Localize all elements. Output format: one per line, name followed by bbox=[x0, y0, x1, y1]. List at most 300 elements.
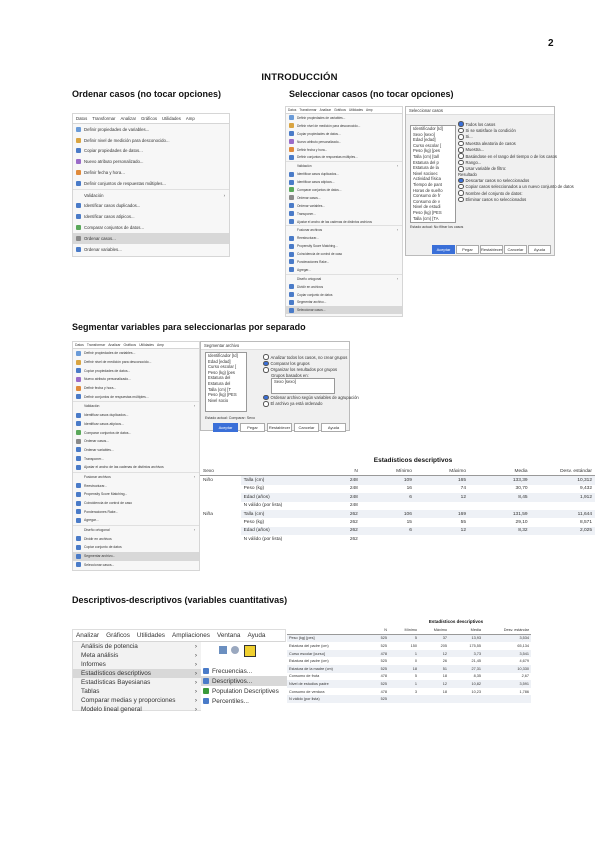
menu-item-label: Copiar propiedades de datos... bbox=[297, 131, 341, 136]
radio-label: Copiar casos seleccionados a un nuevo conjunto de datos bbox=[465, 184, 574, 190]
menu-item-icon bbox=[289, 300, 294, 305]
table-cell: 65,134 bbox=[483, 642, 531, 650]
variable-item[interactable]: Estatura de la bbox=[413, 165, 439, 171]
variable-item[interactable]: Identificador [Id] bbox=[413, 126, 443, 131]
table-row bbox=[200, 510, 595, 518]
menubar-item[interactable]: Utilidades bbox=[136, 632, 165, 639]
menu-item-label: Comparar conjuntos de datos... bbox=[84, 430, 132, 435]
menubar-item[interactable]: Transformar bbox=[299, 108, 317, 112]
dialog-title: Seleccionar casos bbox=[406, 107, 554, 115]
menubar-item[interactable]: Datos bbox=[75, 343, 84, 347]
menu-item[interactable] bbox=[286, 291, 402, 299]
menu-item-icon bbox=[76, 377, 81, 382]
variable-item[interactable]: Edad [edad] bbox=[208, 358, 231, 364]
table-cell: 12 bbox=[419, 650, 449, 658]
menu-item-label: Ordenar variables... bbox=[84, 246, 122, 252]
menu-item[interactable] bbox=[286, 242, 402, 250]
menu-item[interactable] bbox=[73, 454, 199, 463]
menu-item[interactable] bbox=[73, 135, 229, 146]
dialog-button[interactable]: Cancelar bbox=[294, 423, 319, 432]
table-cell bbox=[200, 502, 241, 510]
submenu-item[interactable] bbox=[201, 666, 287, 676]
menu-item-label: Estadísticas Bayesianas bbox=[81, 679, 151, 686]
radio-label: El archivo ya está ordenado bbox=[270, 401, 323, 407]
table-header-cell: N bbox=[307, 467, 361, 476]
dialog-button[interactable]: Ayuda bbox=[528, 245, 551, 254]
chevron-right-icon: › bbox=[223, 192, 225, 198]
menu-item-icon bbox=[289, 236, 294, 241]
menu-item-icon bbox=[289, 139, 294, 144]
select-options bbox=[458, 121, 574, 203]
menu-item[interactable] bbox=[73, 543, 199, 552]
radio-label: Descartar casos no seleccionados bbox=[465, 177, 530, 183]
menu-item-icon bbox=[76, 148, 81, 153]
chevron-right-icon: › bbox=[194, 652, 197, 659]
table-cell bbox=[469, 535, 531, 543]
menu-item-label: Ponderaciones Rake... bbox=[84, 509, 119, 514]
table-cell bbox=[361, 535, 415, 543]
variable-item[interactable]: Peso (kg) [PES bbox=[208, 392, 237, 398]
table-cell: 30,70 bbox=[469, 485, 531, 493]
menu-item-icon bbox=[289, 123, 294, 128]
dialog-button[interactable]: Cancelar bbox=[504, 245, 527, 254]
radio-icon bbox=[458, 153, 464, 159]
table-header-cell: Máximo bbox=[419, 626, 449, 634]
variable-item[interactable]: Identificador [Id] bbox=[208, 353, 238, 358]
chevron-right-icon: › bbox=[194, 643, 197, 650]
menu-item-label: Definir nivel de medición para desconocido... bbox=[84, 360, 152, 365]
menubar-item[interactable]: Gráficos bbox=[106, 632, 130, 639]
radio-icon bbox=[458, 178, 464, 184]
menu-item[interactable] bbox=[286, 266, 402, 274]
table-cell: 0 bbox=[389, 657, 419, 665]
menu-item[interactable] bbox=[286, 161, 402, 170]
menu-item[interactable] bbox=[73, 516, 199, 525]
menu-item-icon bbox=[76, 138, 81, 143]
variable-item[interactable]: Curso escolar [ bbox=[413, 142, 442, 148]
variable-item[interactable]: Peso (kg) [PES bbox=[413, 209, 442, 215]
table-cell: 5 bbox=[389, 634, 419, 642]
menu-item-label: Fusionar archivos bbox=[297, 228, 323, 233]
menu-item[interactable] bbox=[286, 178, 402, 186]
table-cell bbox=[531, 502, 595, 510]
menu-item-label: Definir conjuntos de respuestas múltiples... bbox=[84, 180, 166, 186]
menu-item[interactable] bbox=[73, 472, 199, 482]
menu-item-label: Definir nivel de medición para desconocido... bbox=[84, 137, 170, 143]
menu-item[interactable] bbox=[73, 349, 199, 358]
table-header-cell: Media bbox=[469, 467, 531, 476]
variable-item[interactable]: Sexo [sexo] bbox=[413, 131, 435, 137]
menu-item-label: Análisis de potencia bbox=[81, 643, 138, 650]
menu-item[interactable] bbox=[286, 170, 402, 178]
variable-item[interactable]: Consumo de fr bbox=[413, 193, 441, 199]
menubar-item[interactable]: Ampliaciones bbox=[171, 632, 210, 639]
menu-item[interactable] bbox=[286, 122, 402, 130]
menu-item[interactable] bbox=[73, 124, 229, 135]
menubar bbox=[73, 630, 285, 642]
menu-item[interactable] bbox=[73, 211, 229, 222]
radio-label: Muestra aleatoria de casos bbox=[465, 140, 516, 146]
split-file-dialog bbox=[200, 341, 359, 431]
menubar bbox=[73, 342, 199, 349]
radio-icon bbox=[458, 197, 464, 203]
table-header-cell: Mínimo bbox=[361, 467, 415, 476]
table-row bbox=[287, 665, 531, 673]
menu-item-label: Copiar conjunto de datos bbox=[84, 545, 122, 550]
menubar-item[interactable]: Utilidades bbox=[139, 343, 154, 347]
menubar-item[interactable]: Analizar bbox=[120, 116, 137, 121]
menu-item[interactable] bbox=[73, 156, 229, 167]
menu-item[interactable] bbox=[286, 234, 402, 242]
menu-item-label: Informes bbox=[81, 661, 106, 668]
menu-item[interactable] bbox=[73, 534, 199, 543]
table-cell: 16 bbox=[361, 485, 415, 493]
groups-list[interactable]: Sexo [sexo] bbox=[271, 378, 335, 394]
menu-item-icon bbox=[76, 456, 81, 461]
menu-item-icon bbox=[289, 211, 294, 216]
table-row bbox=[287, 688, 531, 696]
menu-item[interactable] bbox=[286, 250, 402, 258]
menu-item[interactable] bbox=[73, 437, 199, 446]
data-menu-seleccionar bbox=[285, 106, 403, 317]
radio-option[interactable] bbox=[458, 153, 557, 159]
dialog-button[interactable]: Pegar bbox=[456, 245, 479, 254]
menu-item-label: Definir conjuntos de respuestas múltiples... bbox=[297, 155, 358, 160]
menu-item[interactable] bbox=[286, 138, 402, 146]
table-header-cell: Sexo bbox=[200, 467, 241, 476]
table-header-cell bbox=[287, 626, 361, 634]
submenu-item-label: Population Descriptives bbox=[212, 687, 279, 695]
menu-item-icon bbox=[76, 181, 81, 186]
menu-item[interactable] bbox=[73, 561, 199, 570]
menu-item-label: Comparar conjuntos de datos... bbox=[84, 225, 144, 231]
menu-item[interactable] bbox=[73, 660, 201, 669]
menu-item[interactable] bbox=[73, 499, 199, 508]
table-cell: Peso (kg) bbox=[241, 485, 308, 493]
menu-item[interactable] bbox=[73, 392, 199, 401]
menu-item[interactable] bbox=[73, 687, 201, 696]
table-cell: Niño bbox=[203, 478, 213, 484]
table-cell: 478 bbox=[361, 688, 389, 696]
menu-item-label: Comparar conjuntos de datos... bbox=[297, 187, 342, 192]
radio-label: Si se satisface la condición bbox=[465, 128, 516, 134]
table-cell: 525 bbox=[361, 695, 389, 703]
table-header-cell bbox=[241, 467, 308, 476]
menu-item-icon bbox=[76, 554, 81, 559]
menu-item-icon bbox=[76, 225, 81, 230]
table-cell: 478 bbox=[361, 673, 389, 681]
table-cell: N válido (por lista) bbox=[241, 535, 308, 543]
table-cell: 175,55 bbox=[449, 642, 483, 650]
menu-item[interactable] bbox=[286, 298, 402, 306]
menubar-item[interactable]: Amp bbox=[185, 116, 195, 121]
menu-item-label: Ordenar casos... bbox=[84, 235, 116, 241]
radio-icon bbox=[458, 147, 464, 153]
menubar-item[interactable]: Utilidades bbox=[348, 108, 363, 112]
variable-item[interactable]: Edad [edad] bbox=[413, 137, 436, 143]
menu-item-icon bbox=[289, 284, 294, 289]
menu-item[interactable] bbox=[286, 194, 402, 202]
menu-item[interactable] bbox=[73, 525, 199, 535]
radio-option[interactable] bbox=[263, 401, 349, 407]
table-cell: Edad (años) bbox=[241, 527, 308, 535]
variable-item[interactable]: Talla (cm) [T bbox=[208, 386, 232, 392]
menubar-item[interactable]: Gráficos bbox=[334, 108, 346, 112]
variable-item[interactable]: Estatura del bbox=[208, 380, 231, 386]
submenu-item-icon bbox=[203, 698, 209, 704]
select-status: Estado actual: No filtrar los casos bbox=[410, 225, 464, 229]
toolbar-area bbox=[201, 642, 287, 712]
split-status: Estado actual: Comparar: Sexo bbox=[205, 416, 255, 420]
menu-item[interactable] bbox=[73, 696, 201, 705]
menu-item[interactable] bbox=[286, 153, 402, 161]
submenu-item[interactable] bbox=[201, 686, 287, 696]
plus-icon[interactable] bbox=[244, 645, 256, 657]
table-row bbox=[200, 476, 595, 485]
table-cell: 18 bbox=[419, 673, 449, 681]
submenu-item-label: Descriptivos... bbox=[212, 677, 253, 685]
table-cell: 262 bbox=[307, 535, 361, 543]
menu-item[interactable] bbox=[73, 178, 229, 189]
menu-item[interactable] bbox=[73, 552, 199, 561]
table-cell: 150 bbox=[389, 642, 419, 650]
menubar-item[interactable]: Ventana bbox=[216, 632, 241, 639]
radio-label: Usar variable de filtro: bbox=[465, 166, 507, 172]
dialog-title: Segmentar archivo bbox=[201, 342, 349, 350]
menu-item[interactable] bbox=[286, 218, 402, 226]
menubar-item[interactable]: Gráficos bbox=[123, 343, 137, 347]
dialog-button[interactable]: Aceptar bbox=[213, 423, 238, 432]
menu-item[interactable] bbox=[73, 463, 199, 472]
radio-option[interactable] bbox=[458, 184, 574, 190]
menu-item[interactable] bbox=[73, 233, 229, 244]
table-cell: 13,93 bbox=[449, 634, 483, 642]
radio-icon bbox=[263, 361, 269, 367]
circle-icon bbox=[231, 646, 239, 654]
variable-item[interactable]: Tiempo de pant bbox=[413, 181, 442, 187]
menu-item[interactable] bbox=[286, 202, 402, 210]
menu-item[interactable] bbox=[73, 201, 229, 212]
menu-item-icon bbox=[289, 308, 294, 313]
variable-item[interactable]: Nivel socio bbox=[208, 397, 229, 403]
variable-item[interactable]: Talla (cm) [TA bbox=[413, 215, 439, 221]
dialog-button[interactable]: Ayuda bbox=[321, 423, 346, 432]
menu-item-label: Coincidencia de control de caso bbox=[297, 252, 343, 257]
variable-item[interactable]: Nivel de estudi bbox=[413, 204, 441, 210]
table-cell bbox=[449, 695, 483, 703]
submenu-item[interactable] bbox=[201, 696, 287, 706]
table-cell: 55 bbox=[415, 518, 469, 526]
radio-option[interactable] bbox=[458, 196, 553, 202]
submenu-item-label: Percentiles... bbox=[212, 697, 249, 705]
table-cell: 12 bbox=[415, 527, 469, 535]
menu-item-icon bbox=[289, 203, 294, 208]
table-cell: 2,67 bbox=[483, 673, 531, 681]
menu-item[interactable] bbox=[73, 420, 199, 429]
table-header-cell: Desv. estándar bbox=[483, 626, 531, 634]
table-cell: 525 bbox=[361, 680, 389, 688]
table-cell: 10,330 bbox=[483, 665, 531, 673]
menu-item[interactable] bbox=[286, 306, 402, 314]
menu-item[interactable] bbox=[73, 481, 199, 490]
table-cell: 12 bbox=[415, 493, 469, 501]
menu-item-label: Tablas bbox=[81, 688, 100, 695]
table-row bbox=[287, 642, 531, 650]
menubar-item[interactable]: Analizar bbox=[319, 108, 332, 112]
table-cell: 18 bbox=[389, 665, 419, 673]
variable-item[interactable]: Actividad física bbox=[413, 176, 441, 182]
variable-list[interactable] bbox=[410, 125, 456, 223]
table-row bbox=[200, 493, 595, 501]
heading-descriptivos: Descriptivos-descriptivos (variables cuantitativas) bbox=[72, 595, 288, 605]
analyze-menu bbox=[72, 629, 286, 711]
table-cell: 8,45 bbox=[469, 493, 531, 501]
table-cell bbox=[415, 502, 469, 510]
dialog-button[interactable]: Restablecer bbox=[268, 425, 291, 430]
menubar-item[interactable]: Analizar bbox=[76, 632, 100, 639]
menu-item[interactable] bbox=[286, 283, 402, 291]
table-cell: 27,31 bbox=[449, 665, 483, 673]
menubar-item[interactable]: Amp bbox=[156, 343, 164, 347]
menu-item-icon bbox=[289, 244, 294, 249]
radio-option[interactable] bbox=[263, 354, 349, 360]
variable-item[interactable]: Peso (kg) [pes bbox=[208, 369, 235, 375]
menu-item-icon bbox=[289, 252, 294, 257]
menubar bbox=[286, 107, 402, 114]
menu-item[interactable] bbox=[286, 186, 402, 194]
submenu-item-icon bbox=[203, 688, 209, 694]
variable-list[interactable] bbox=[205, 352, 247, 412]
dialog-button[interactable]: Restablecer bbox=[481, 247, 503, 252]
menu-item-label: Definir nivel de medición para desconocido... bbox=[297, 123, 361, 128]
menubar-item[interactable]: Analizar bbox=[108, 343, 121, 347]
table-cell: 248 bbox=[307, 476, 361, 485]
submenu-item[interactable] bbox=[201, 676, 287, 686]
variable-item[interactable]: Estatura del bbox=[208, 375, 231, 381]
menu-item[interactable] bbox=[73, 384, 199, 393]
table-cell: 1,786 bbox=[483, 688, 531, 696]
menu-item[interactable] bbox=[73, 375, 199, 384]
menu-item[interactable] bbox=[73, 411, 199, 420]
table-cell: 12 bbox=[419, 680, 449, 688]
menu-item[interactable] bbox=[73, 507, 199, 516]
table-header-row bbox=[200, 467, 595, 476]
table-cell: Estatura del padre (cm) bbox=[287, 642, 361, 650]
table-cell: 21,45 bbox=[449, 657, 483, 665]
dialog-button[interactable]: Pegar bbox=[240, 423, 265, 432]
menu-item[interactable] bbox=[73, 705, 201, 714]
table-cell: 478 bbox=[361, 650, 389, 658]
data-menu-segmentar bbox=[72, 341, 200, 571]
menu-item-label: Ajustar el ancho de las cadenas de distintos archivos bbox=[297, 219, 372, 224]
menubar-item[interactable]: Datos bbox=[76, 116, 88, 121]
radio-label: Eliminar casos no seleccionados bbox=[465, 196, 527, 202]
variable-item[interactable]: Consumo de v bbox=[413, 198, 440, 204]
menu-item[interactable] bbox=[73, 678, 201, 687]
menu-item[interactable] bbox=[286, 114, 402, 122]
menu-item[interactable] bbox=[73, 642, 201, 651]
menubar-item[interactable]: Transformar bbox=[86, 343, 106, 347]
stats-table2-title: Estadísticos descriptivos bbox=[428, 619, 484, 624]
menu-item[interactable] bbox=[73, 446, 199, 455]
menu-item[interactable] bbox=[73, 244, 229, 255]
menu-item[interactable] bbox=[73, 401, 199, 411]
menu-item-icon bbox=[76, 536, 81, 541]
stats-table-section bbox=[200, 457, 595, 544]
menubar-item[interactable]: Utilidades bbox=[162, 116, 181, 121]
menu-item[interactable] bbox=[73, 366, 199, 375]
menubar-item[interactable]: Ayuda bbox=[247, 632, 266, 639]
table-cell: 169 bbox=[415, 510, 469, 518]
radio-icon bbox=[458, 128, 464, 134]
menu-item-label: Ordenar variables... bbox=[297, 203, 325, 208]
chevron-right-icon: › bbox=[193, 474, 195, 479]
menu-item[interactable] bbox=[73, 146, 229, 157]
variable-item[interactable]: Talla (cm) [tall bbox=[413, 153, 439, 159]
stats-table2-section bbox=[287, 619, 595, 703]
menu-item-label: Agregar... bbox=[84, 518, 99, 523]
menu-item[interactable] bbox=[286, 210, 402, 218]
menu-item[interactable] bbox=[73, 490, 199, 499]
menu-item[interactable] bbox=[286, 146, 402, 154]
menu-item-icon bbox=[76, 351, 81, 356]
menubar-item[interactable]: Gráficos bbox=[141, 116, 158, 121]
menubar-item[interactable]: Amp bbox=[365, 108, 373, 112]
menu-item-icon bbox=[76, 439, 81, 444]
table-cell: 262 bbox=[307, 527, 361, 535]
table-header-cell: Máximo bbox=[415, 467, 469, 476]
variable-item[interactable]: Horas de sueño bbox=[413, 187, 443, 193]
variable-item[interactable]: Nivel socioec bbox=[413, 170, 438, 176]
menu-item[interactable] bbox=[286, 225, 402, 234]
menu-item[interactable] bbox=[286, 274, 402, 283]
table-cell: N válido (por lista) bbox=[287, 695, 361, 703]
menu-item[interactable] bbox=[73, 428, 199, 437]
menu-item[interactable] bbox=[286, 130, 402, 138]
menubar-item[interactable]: Datos bbox=[288, 108, 297, 112]
menu-item[interactable] bbox=[73, 651, 201, 660]
menu-item-icon bbox=[76, 545, 81, 550]
variable-item[interactable]: Estatura del p bbox=[413, 159, 439, 165]
variable-item[interactable]: Curso escolar [ bbox=[208, 364, 237, 370]
menubar-item[interactable]: Transformar bbox=[92, 116, 116, 121]
table-cell: Consumo de fruta bbox=[287, 673, 361, 681]
table-cell: 11,644 bbox=[531, 510, 595, 518]
menu-item[interactable] bbox=[73, 189, 229, 201]
menu-item[interactable] bbox=[73, 167, 229, 178]
dialog-button[interactable]: Aceptar bbox=[432, 245, 455, 254]
menu-item-icon bbox=[289, 172, 294, 177]
menu-item[interactable] bbox=[73, 358, 199, 367]
variable-item[interactable]: Peso (kg) [pes bbox=[413, 148, 440, 154]
table-header-cell: Media bbox=[449, 626, 483, 634]
radio-option[interactable] bbox=[263, 394, 359, 400]
menu-item[interactable] bbox=[286, 258, 402, 266]
menu-item-label: Segmentar archivo... bbox=[297, 300, 327, 305]
output-label: Resultado bbox=[458, 172, 477, 178]
menu-item-label: Dividir en archivos bbox=[84, 536, 112, 541]
menu-item-icon bbox=[76, 394, 81, 399]
menu-item[interactable] bbox=[73, 222, 229, 233]
menu-item-label: Ordenar variables... bbox=[84, 447, 114, 452]
radio-icon bbox=[263, 395, 269, 401]
table-cell: Niña bbox=[203, 511, 213, 517]
menu-item[interactable] bbox=[73, 669, 201, 678]
chevron-right-icon: › bbox=[194, 670, 197, 677]
heading-ordenar: Ordenar casos (no tocar opciones) bbox=[72, 89, 222, 99]
table-cell: 26 bbox=[419, 657, 449, 665]
menu-item-icon bbox=[76, 170, 81, 175]
